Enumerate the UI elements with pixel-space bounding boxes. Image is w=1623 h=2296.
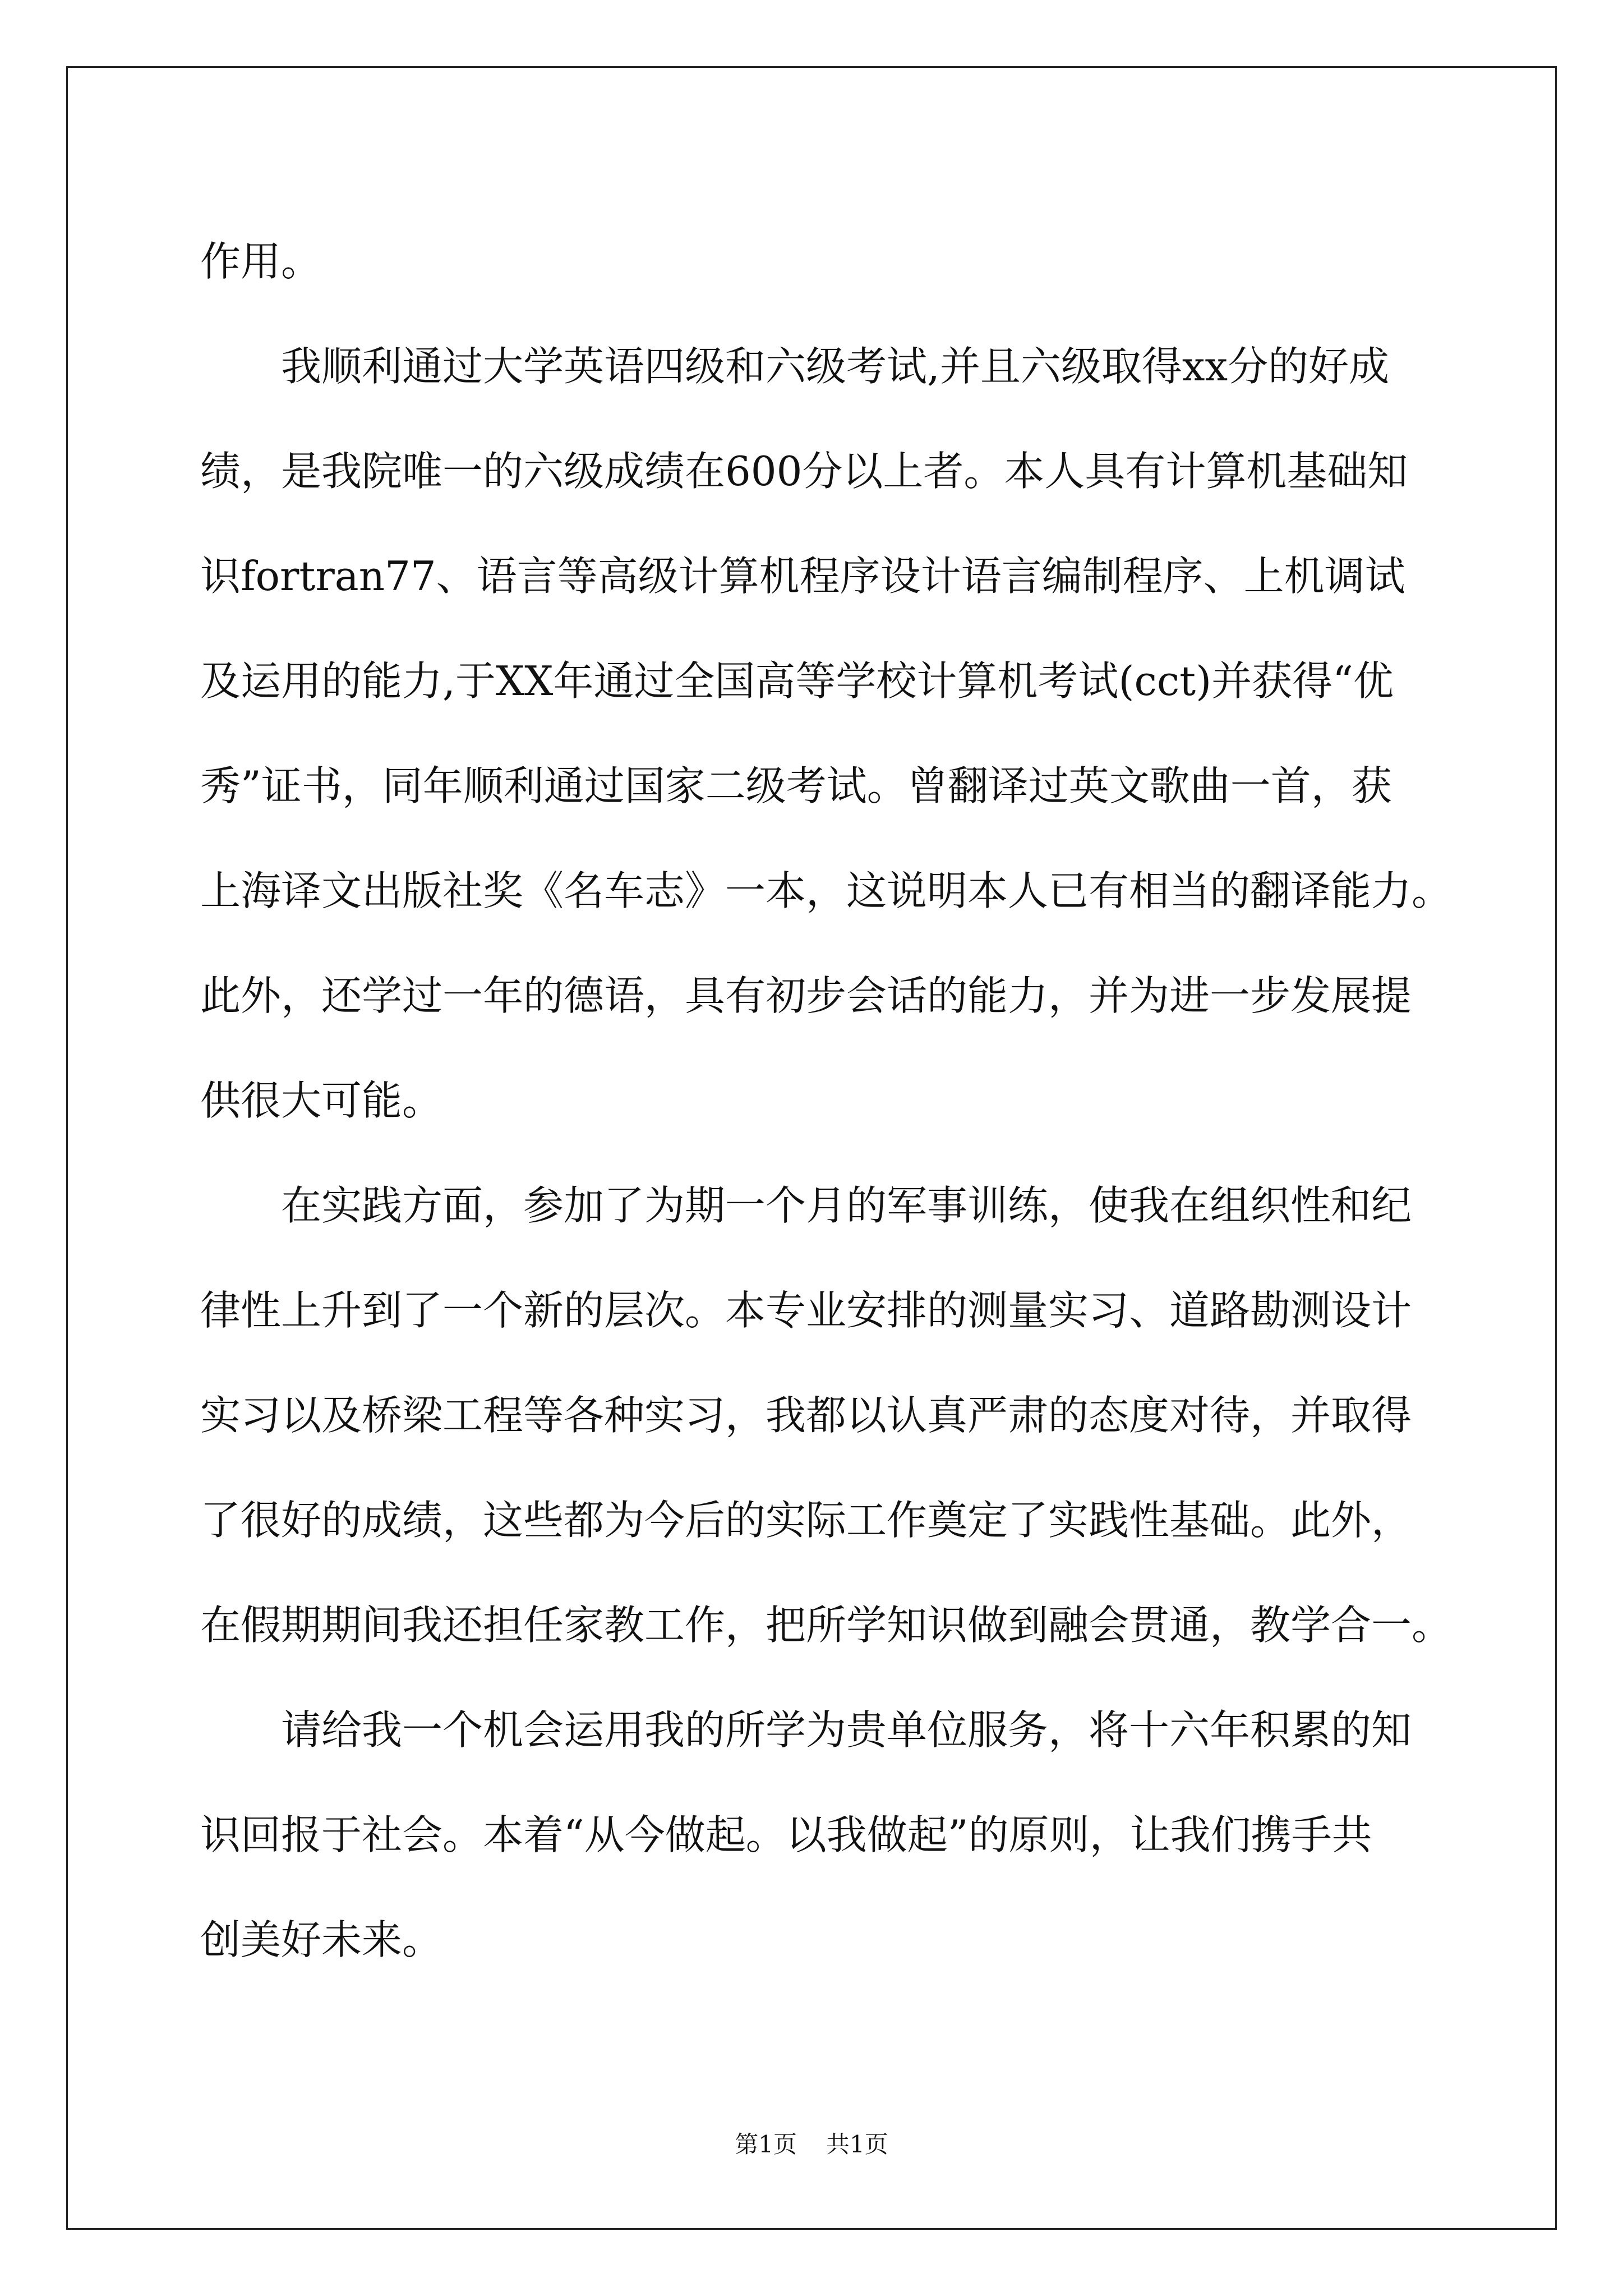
text-line: 在假期期间我还担任家教工作，把所学知识做到融会贯通，教学合一。 <box>200 1602 1453 1649</box>
text-line: 绩，是我院唯一的六级成绩在600分以上者。本人具有计算机基础知 <box>200 448 1408 495</box>
text-line: 在实践方面，参加了为期一个月的军事训练，使我在组织性和纪 <box>200 1182 1412 1229</box>
text-line: 及运用的能力,于XX年通过全国高等学校计算机考试(cct)并获得“优 <box>200 657 1394 705</box>
text-line: 请给我一个机会运用我的所学为贵单位服务，将十六年积累的知 <box>200 1706 1412 1754</box>
page-footer <box>0 2126 1623 2160</box>
text-line: 识回报于社会。本着“从今做起。以我做起”的原则，让我们携手共 <box>200 1811 1372 1858</box>
text-line: 律性上升到了一个新的层次。本专业安排的测量实习、道路勘测设计 <box>200 1287 1412 1334</box>
text-line: 作用。 <box>200 238 322 285</box>
text-line: 供很大可能。 <box>200 1077 443 1124</box>
text-line: 创美好未来。 <box>200 1916 443 1963</box>
page-number-total: 共1页 <box>826 2131 888 2158</box>
text-line: 了很好的成绩，这些都为今后的实际工作奠定了实践性基础。此外， <box>200 1497 1412 1544</box>
text-line: 秀”证书，同年顺利通过国家二级考试。曾翻译过英文歌曲一首，获 <box>200 762 1392 809</box>
document-body <box>200 209 1453 1993</box>
text-line: 我顺利通过大学英语四级和六级考试,并且六级取得xx分的好成 <box>200 343 1390 390</box>
text-line: 实习以及桥梁工程等各种实习，我都以认真严肃的态度对待，并取得 <box>200 1392 1412 1439</box>
page-number-current: 第1页 <box>735 2131 797 2158</box>
text-line: 此外，还学过一年的德语，具有初步会话的能力，并为进一步发展提 <box>200 972 1412 1019</box>
text-line: 上海译文出版社奖《名车志》一本，这说明本人已有相当的翻译能力。 <box>200 867 1453 914</box>
text-line: 识fortran77、语言等高级计算机程序设计语言编制程序、上机调试 <box>200 553 1405 600</box>
